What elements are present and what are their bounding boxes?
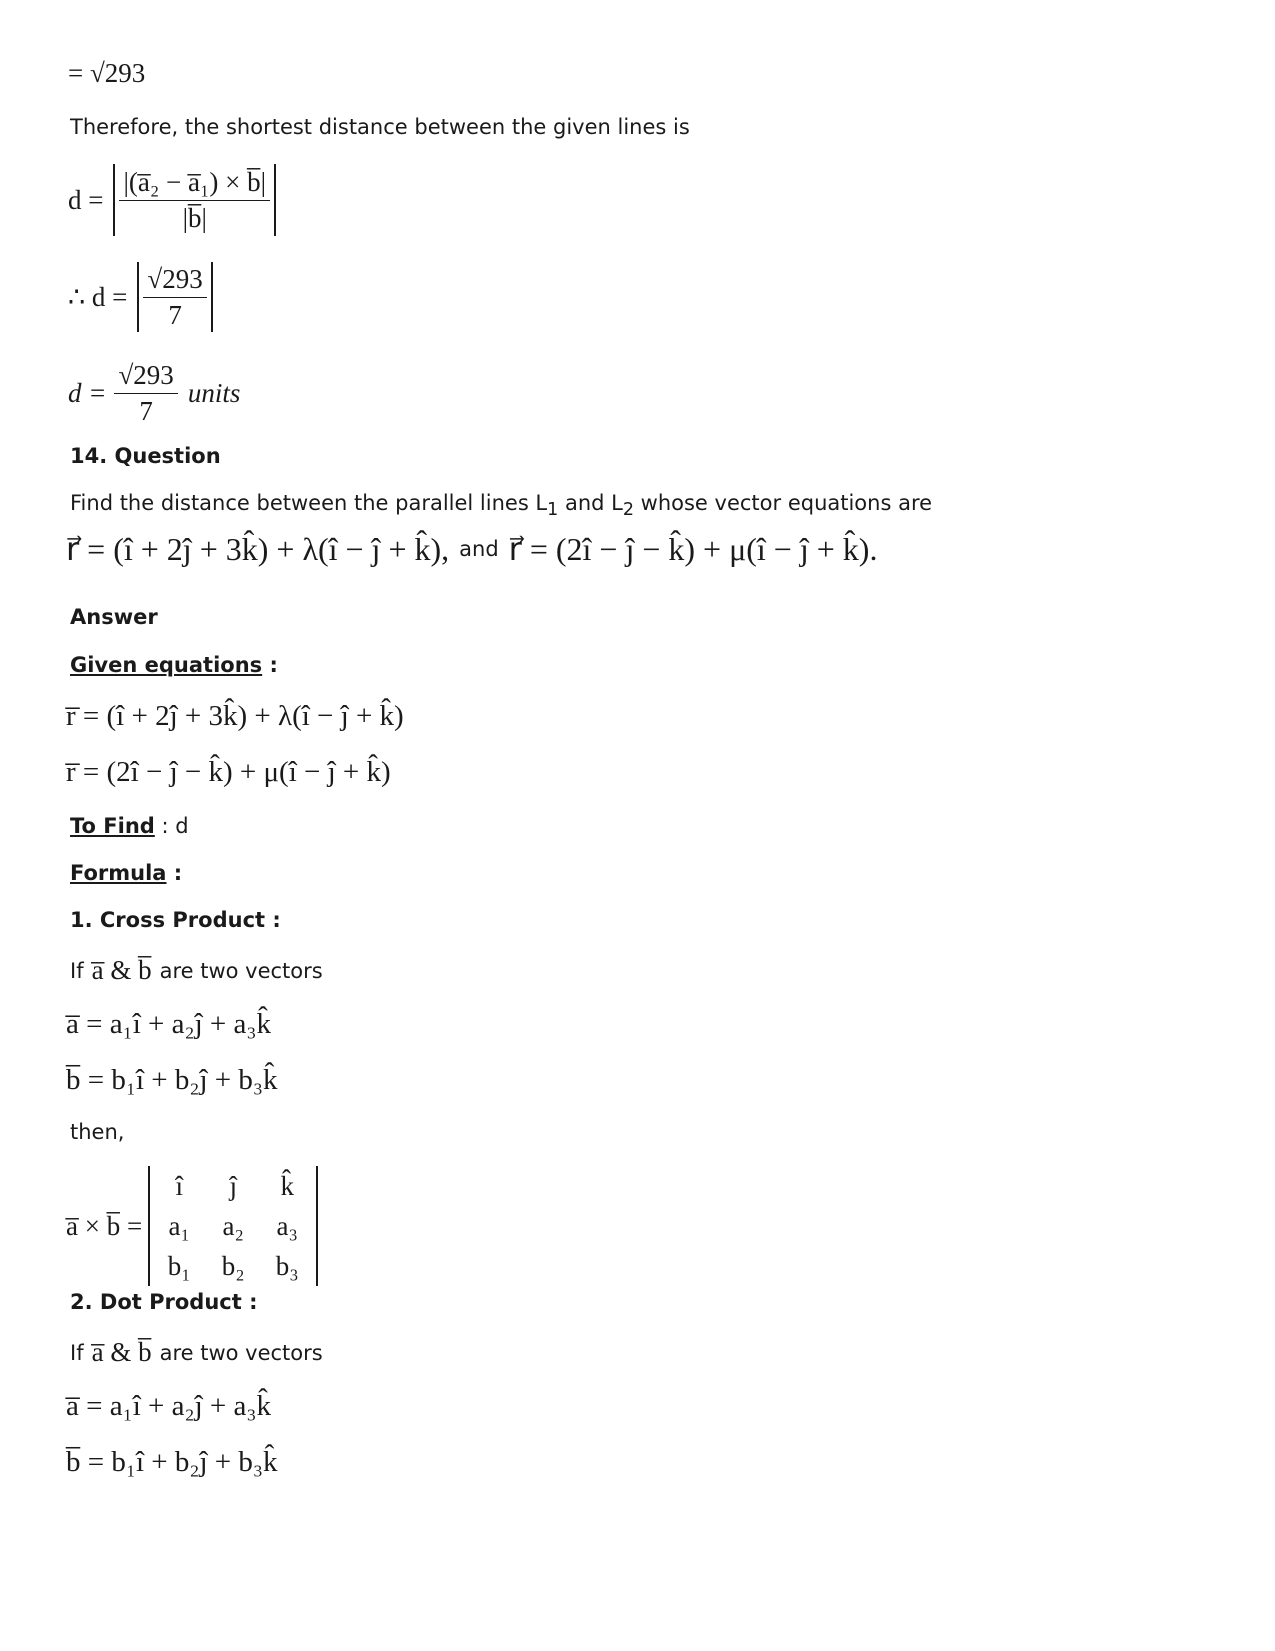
distance-substituted-fraction xyxy=(143,264,206,331)
formula-label: Formula xyxy=(70,861,167,885)
therefore-text: Therefore, the shortest distance between the given lines is xyxy=(70,115,690,139)
given-equations-text: Given equations xyxy=(70,653,263,677)
cross-two-vectors-text: are two vectors xyxy=(159,958,323,983)
distance-final-numerator: √293 xyxy=(114,360,177,394)
distance-final-fraction xyxy=(114,360,177,427)
dot-b-equation: b̅ = b₁î + b₂ĵ + b₃k̂ xyxy=(66,1446,278,1478)
dot-a-equation: a̅ = a₁î + a₂ĵ + a₃k̂ xyxy=(66,1390,271,1422)
cross-determinant-lhs: a̅ × b̅ = xyxy=(66,1210,143,1241)
det-cell: a₁ xyxy=(168,1211,190,1241)
distance-final-lhs: d = xyxy=(68,378,107,408)
cross-if-text: If xyxy=(70,958,84,983)
formula-colon: : xyxy=(166,861,183,885)
distance-substituted-numerator: √293 xyxy=(143,264,206,298)
given-equations-label xyxy=(70,653,278,677)
distance-formula xyxy=(68,164,276,236)
to-find-label: To Find xyxy=(70,814,155,838)
question-equations xyxy=(66,530,877,568)
det-cell: a₂ xyxy=(222,1211,244,1241)
dot-two-vectors-text: are two vectors xyxy=(159,1340,323,1365)
cross-b-equation: b̅ = b₁î + b₂ĵ + b₃k̂ xyxy=(66,1064,278,1096)
det-cell: ĵ xyxy=(229,1171,237,1201)
to-find-line xyxy=(70,814,189,838)
cross-determinant xyxy=(66,1166,318,1286)
abs-bar-right xyxy=(211,262,213,332)
abs-bar-left xyxy=(113,164,115,236)
dot-vectors: a̅ & b̅ xyxy=(91,1337,152,1367)
question-heading: 14. Question xyxy=(70,444,221,468)
distance-substituted-lhs: ∴ d = xyxy=(68,281,128,312)
cross-if-line xyxy=(70,955,323,986)
distance-substituted xyxy=(68,262,213,332)
distance-substituted-denominator: 7 xyxy=(168,299,182,330)
question-text-suffix: whose vector equations are xyxy=(633,491,933,515)
det-cell: b₁ xyxy=(167,1251,191,1281)
cross-product-heading: 1. Cross Product : xyxy=(70,908,281,932)
question-text-and: and L xyxy=(558,491,623,515)
given-equation-2: r̅ = (2î − ĵ − k̂) + μ(î − ĵ + k̂) xyxy=(66,756,391,788)
distance-formula-denominator: |b̅| xyxy=(182,202,207,233)
cross-a-equation: a̅ = a₁î + a₂ĵ + a₃k̂ xyxy=(66,1008,271,1040)
question-text xyxy=(70,491,932,520)
distance-final-units: units xyxy=(187,378,241,408)
distance-formula-fraction xyxy=(119,167,270,234)
question-equation-2: r⃗ = (2î − ĵ − k̂) + μ(î − ĵ + k̂). xyxy=(508,531,878,567)
det-cell: k̂ xyxy=(280,1171,294,1201)
sqrt-result: = √293 xyxy=(68,58,146,88)
question-subscript-2: 2 xyxy=(622,500,634,521)
formula-label-line xyxy=(70,861,182,885)
question-subscript-1: 1 xyxy=(547,500,559,521)
given-equations-colon: : xyxy=(262,653,278,677)
abs-bar-left xyxy=(137,262,139,332)
distance-formula-lhs: d = xyxy=(68,184,104,215)
determinant-matrix xyxy=(148,1166,318,1286)
distance-final-denominator: 7 xyxy=(139,396,153,426)
dot-product-heading: 2. Dot Product : xyxy=(70,1290,258,1314)
det-cell: b₂ xyxy=(221,1251,245,1281)
det-cell: a₃ xyxy=(276,1211,298,1241)
det-cell: î xyxy=(175,1171,183,1201)
given-equation-1: r̅ = (î + 2ĵ + 3k̂) + λ(î − ĵ + k̂) xyxy=(66,700,404,732)
dot-if-text: If xyxy=(70,1340,84,1365)
question-equation-1: r⃗ = (î + 2ĵ + 3k̂) + λ(î − ĵ + k̂), xyxy=(66,531,450,567)
abs-bar-right xyxy=(274,164,276,236)
det-cell: b₃ xyxy=(275,1251,299,1281)
distance-final xyxy=(68,360,240,427)
answer-heading: Answer xyxy=(70,605,158,629)
to-find-value: : d xyxy=(154,814,189,838)
cross-vectors: a̅ & b̅ xyxy=(91,955,152,985)
question-text-prefix: Find the distance between the parallel lines L xyxy=(70,491,548,515)
dot-if-line xyxy=(70,1337,323,1368)
distance-formula-numerator: |(a̅₂ − a̅₁) × b̅| xyxy=(119,167,270,201)
question-and-word: and xyxy=(459,537,499,561)
then-text: then, xyxy=(70,1120,125,1144)
